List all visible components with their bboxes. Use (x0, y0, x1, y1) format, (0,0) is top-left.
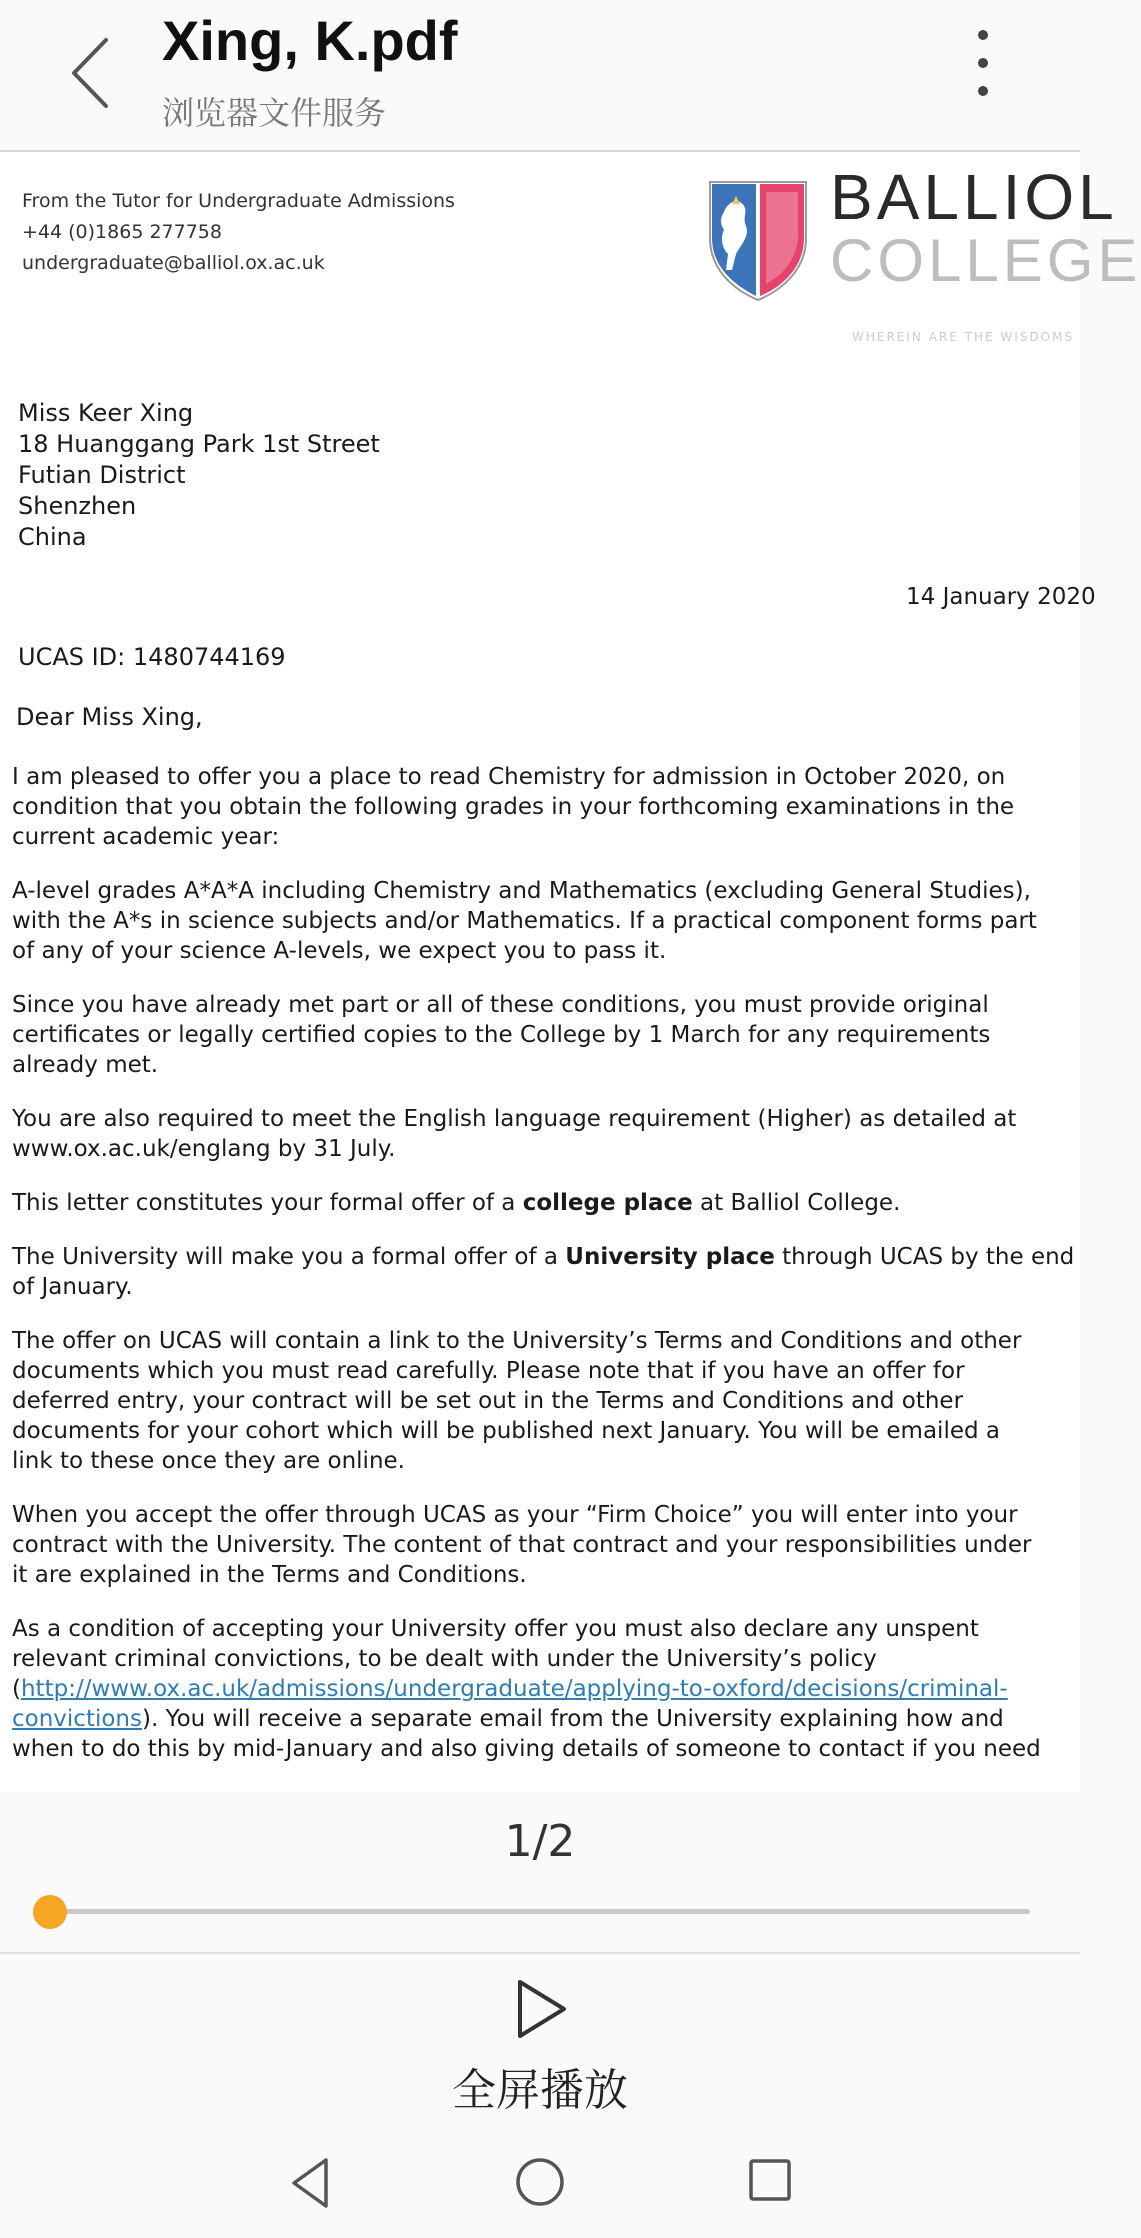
college-place-paragraph: This letter constitutes your formal offer of a college place at Balliol College. (12, 1190, 901, 1216)
college-crest-icon (706, 178, 810, 302)
back-button[interactable] (60, 28, 130, 118)
address-line: 18 Huanggang Park 1st Street (18, 430, 380, 458)
dot-icon (978, 58, 988, 68)
letter-date: 14 January 2020 (906, 584, 1096, 610)
sender-line: +44 (0)1865 277758 (22, 221, 222, 243)
ucas-id: UCAS ID: 1480744169 (18, 643, 286, 671)
paragraph: The offer on UCAS will contain a link to the University’s Terms and Conditions and other documents which you must read carefully. Please note that if you have an offer for deferred entry, your contract will be set out in the Terms and Conditions and other documents for your cohort which will be published next January. You will be emailed a link to these once they are online. (12, 1328, 1022, 1474)
address-line: Shenzhen (18, 492, 137, 520)
page-navigator (0, 1792, 1080, 1952)
nav-home-icon[interactable] (515, 2157, 565, 2207)
divider (0, 1952, 1080, 1954)
fullscreen-play-label: 全屏播放 (452, 2065, 628, 2116)
page-indicator: 1/2 (504, 1816, 576, 1867)
system-nav-bar (0, 2132, 1080, 2238)
sender-block (22, 186, 455, 279)
balliol-logo (706, 161, 1141, 344)
paragraph: A-level grades A*A*A including Chemistry and Mathematics (excluding General Studies), with the A*s in science subjects and/or Mathematics. If a practical component forms part of any of your science A-levels, we expect you to pass it. (12, 878, 1037, 964)
pdf-page[interactable] (0, 152, 1141, 1792)
fullscreen-play-button[interactable] (440, 1966, 640, 2126)
university-place-paragraph: The University will make you a formal offer of a University place through UCAS by the end of January. (12, 1244, 1075, 1300)
paragraph: When you accept the offer through UCAS as your “Firm Choice” you will enter into your contract with the University. The content of that contract and your responsibilities under it are explained in the Terms and Conditions. (12, 1502, 1032, 1588)
dot-icon (978, 86, 988, 96)
criminal-convictions-paragraph: As a condition of accepting your University offer you must also declare any unspent relevant criminal convictions, to be dealt with under the University’s policy (http://www.ox.ac.uk/admissions/undergraduate/applying-to-oxford/decisions/criminal- convictions). You will receive a separate email from the University explaining how and when to do this by mid-January and also giving details of someone to contact if you need (12, 1616, 1041, 1762)
address-line: Futian District (18, 461, 186, 489)
chevron-left-icon (60, 28, 130, 118)
address-line: China (18, 523, 87, 551)
policy-link[interactable]: convictions (12, 1706, 142, 1732)
logo-wordmark-top: BALLIOL (830, 161, 1118, 233)
sender-line: undergraduate@balliol.ox.ac.uk (22, 252, 325, 274)
sender-line: From the Tutor for Undergraduate Admissions (22, 190, 455, 212)
page-slider-track[interactable] (50, 1909, 1030, 1914)
logo-motto: WHEREIN ARE THE WISDOMS (852, 330, 1075, 344)
logo-wordmark-bottom: COLLEGE (830, 227, 1141, 294)
play-icon (514, 1978, 568, 2040)
paragraph: You are also required to meet the English language requirement (Higher) as detailed at www.ox.ac.uk/englang by 31 July. (12, 1106, 1017, 1162)
recipient-address (18, 398, 380, 553)
paragraph: I am pleased to offer you a place to read Chemistry for admission in October 2020, on condition that you obtain the following grades in your forthcoming examinations in the current academic year: (12, 764, 1015, 850)
salutation: Dear Miss Xing, (16, 703, 203, 731)
nav-back-icon[interactable] (288, 2156, 332, 2210)
address-line: Miss Keer Xing (18, 399, 194, 427)
paragraph: Since you have already met part or all of these conditions, you must provide original certificates or legally certified copies to the College by 1 March for any requirements already met. (12, 992, 991, 1078)
more-options-button[interactable] (968, 30, 998, 106)
letter-body (12, 762, 1080, 1788)
page-slider-thumb[interactable] (33, 1895, 67, 1929)
file-title: Xing, K.pdf (162, 9, 458, 72)
file-source: 浏览器文件服务 (162, 94, 387, 132)
policy-link[interactable]: http://www.ox.ac.uk/admissions/undergraduate/applying-to-oxford/decisions/criminal- (20, 1676, 1008, 1702)
dot-icon (978, 30, 988, 40)
app-header (0, 0, 1080, 152)
nav-recent-apps-icon[interactable] (748, 2158, 792, 2202)
